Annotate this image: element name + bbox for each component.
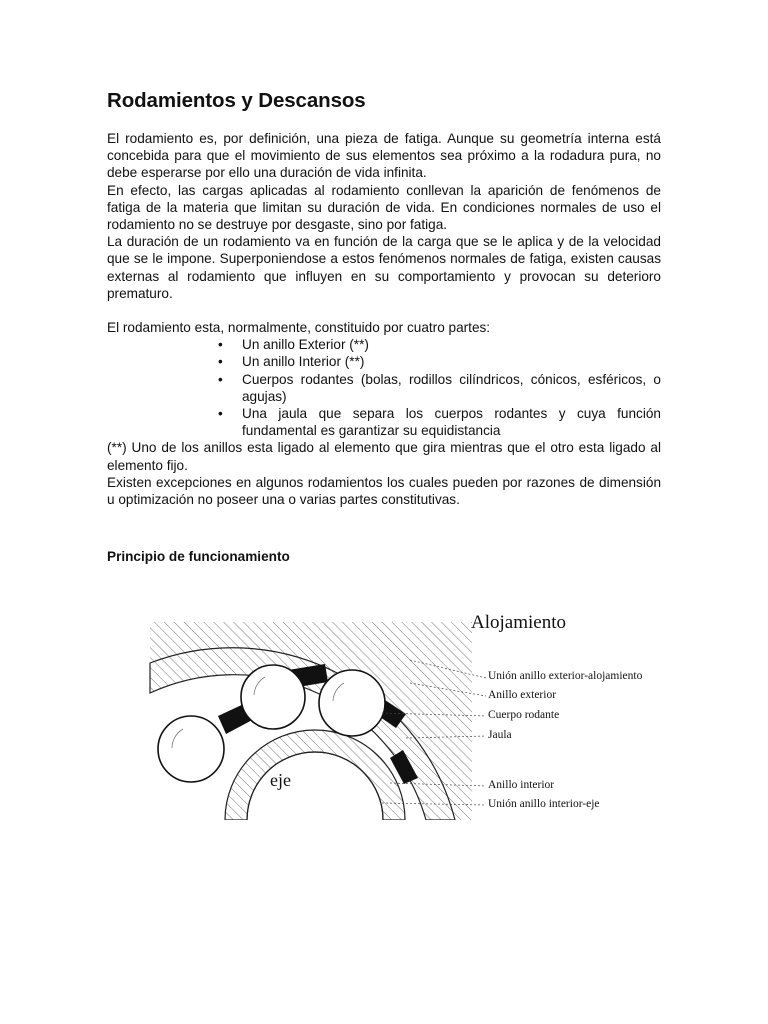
paragraph-exceptions: Existen excepciones en algunos rodamientos los cuales pueden por razones de dimensión u optimización no poseer una o varias partes constitutivas. [107,474,661,508]
label-outer-ring-housing: Unión anillo exterior-alojamiento [488,670,643,682]
label-inner-ring-shaft: Unión anillo interior-eje [488,798,600,810]
section-title: Principio de funcionamiento [107,549,290,564]
list-item: • Un anillo Exterior (**) [218,336,661,353]
document-body [107,130,661,508]
list-item: • Cuerpos rodantes (bolas, rodillos cilíndricos, cónicos, esféricos, o agujas) [218,371,661,405]
bearing-diagram [120,598,680,820]
bearing-section [150,622,472,820]
label-outer-ring: Anillo exterior [488,689,557,701]
list-item: • Una jaula que separa los cuerpos rodantes y cuya función fundamental es garantizar su equidistancia [218,405,661,439]
parts-intro: El rodamiento esta, normalmente, constituido por cuatro partes: [107,320,491,336]
label-rolling-body: Cuerpo rodante [488,709,560,721]
label-inner-ring: Anillo interior [488,779,555,791]
list-item: • Un anillo Interior (**) [218,353,661,370]
document-title: Rodamientos y Descansos [107,89,366,112]
diagram-title: Alojamiento [471,612,566,633]
label-cage: Jaula [488,729,512,741]
parts-list [107,336,661,439]
note: (**) Uno de los anillos esta ligado al elemento que gira mientras que el otro esta ligado al elemento fijo. [107,440,661,473]
paragraph: En efecto, las cargas aplicadas al rodamiento conllevan la aparición de fenómenos de fatiga de la materia que limitan su duración de vida. En condiciones normales de uso el rodamiento no se destruye por desgaste, sino por fatiga. [107,182,661,233]
shaft-label: eje [270,770,291,790]
paragraph: La duración de un rodamiento va en función de la carga que se le aplica y de la velocidad que se le impone. Superponiendose a estos fenómenos normales de fatiga, existen causas externas al rodamiento que influyen en su comportamiento y provocan su deterioro prematuro. [107,234,661,301]
bearing-diagram-drawing [120,598,680,820]
paragraph: El rodamiento es, por definición, una pieza de fatiga. Aunque su geometría interna está concebida para que el movimiento de sus elementos sea próximo a la rodadura pura, no debe esperarse por ello una duración de vida infinita. [107,131,661,181]
